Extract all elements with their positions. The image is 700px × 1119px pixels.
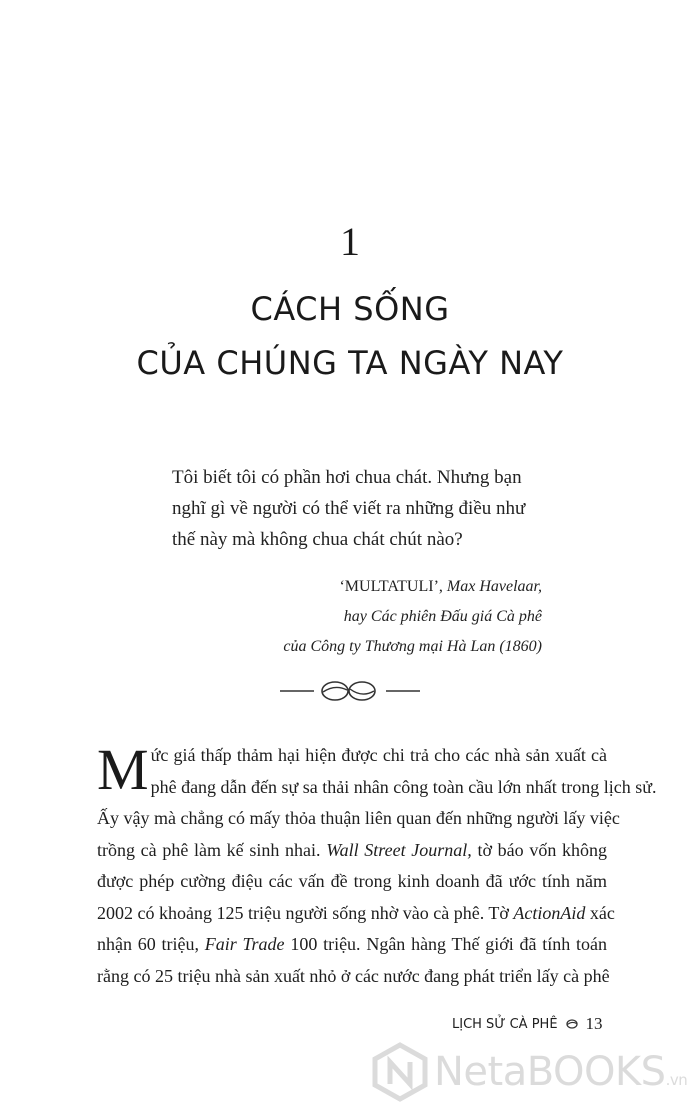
running-title: LỊCH SỬ CÀ PHÊ [452, 1016, 558, 1032]
body-line: Ấy vậy mà chẳng có mấy thỏa thuận liên quan đến những người lấy việc [97, 808, 620, 828]
body-line: 2002 có khoảng 125 triệu người sống nhờ vào cà phê. Tờ ActionAid xác [97, 902, 615, 923]
body-line: được phép cường điệu các vấn đề trong kinh doanh đã ước tính năm [97, 871, 607, 891]
chapter-number: 1 [340, 219, 360, 264]
coffee-bean-icon [566, 1018, 578, 1030]
attribution-line-2: hay Các phiên Đấu giá Cà phê [343, 608, 542, 625]
chapter-title-line-1: CÁCH SỐNG [250, 290, 450, 328]
body-paragraph [97, 737, 657, 992]
watermark-text: NetaBOOKS [434, 1049, 666, 1095]
body-line: nhận 60 triệu, Fair Trade 100 triệu. Ngân hàng Thế giới đã tính toán [97, 934, 608, 954]
watermark-suffix: .vn [665, 1071, 688, 1089]
chapter-title [0, 282, 700, 390]
page-number: 13 [585, 1014, 603, 1033]
epigraph-line: Tôi biết tôi có phần hơi chua chát. Nhưng bạn [172, 467, 522, 488]
body-line: phê đang dẫn đến sự sa thải nhân công toàn cầu lớn nhất trong lịch sử. [150, 776, 657, 797]
epigraph-line: thế này mà không chua chát chút nào? [172, 529, 463, 550]
chapter-title-line-2: CỦA CHÚNG TA NGÀY NAY [136, 344, 564, 382]
epigraph-quote [172, 462, 542, 555]
attribution-line-1 [182, 572, 542, 602]
attribution-work: Max Havelaar, [446, 578, 542, 595]
netabooks-logo-icon [372, 1042, 428, 1102]
netabooks-watermark [372, 1042, 687, 1102]
drop-cap: M [97, 737, 149, 802]
body-line: rằng có 25 triệu nhà sản xuất nhỏ ở các nước đang phát triển lấy cà phê [97, 965, 610, 986]
page-footer [452, 1014, 603, 1034]
body-line: trồng cà phê làm kế sinh nhai. Wall Street Journal, tờ báo vốn không [97, 839, 608, 860]
attribution-line-3: của Công ty Thương mại Hà Lan (1860) [283, 638, 542, 655]
attribution-author: ‘MULTATULI’, [339, 578, 443, 595]
epigraph-attribution [182, 572, 542, 662]
epigraph-line: nghĩ gì về người có thể viết ra những điều như [172, 498, 526, 519]
coffee-bean-divider-icon [280, 676, 420, 706]
body-line: ức giá thấp thảm hại hiện được chi trả cho các nhà sản xuất cà [150, 745, 607, 765]
coffee-bean-ornament [0, 676, 700, 706]
